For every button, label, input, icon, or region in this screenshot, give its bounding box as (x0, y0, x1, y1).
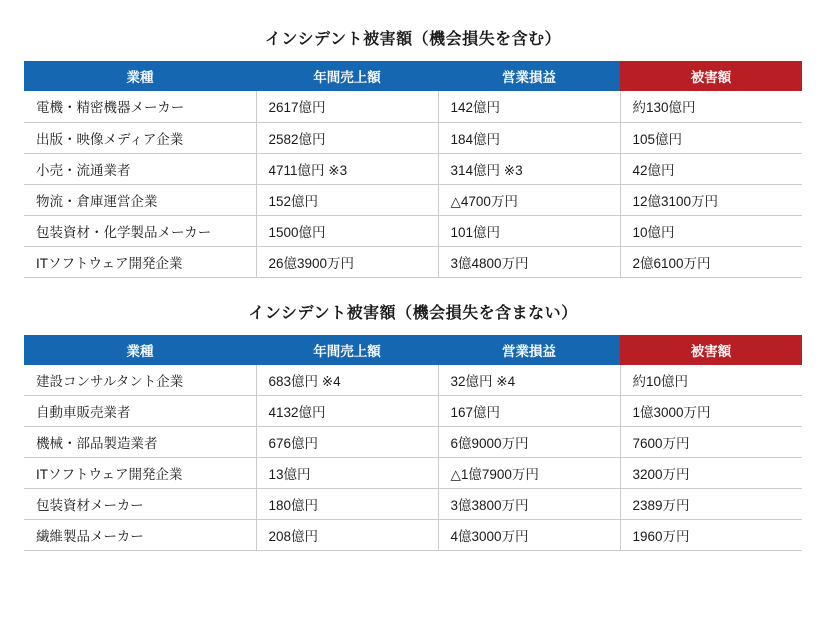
table-header-2 (24, 335, 802, 365)
cell-industry: 機械・部品製造業者 (24, 427, 256, 458)
table-row (24, 365, 802, 396)
cell-damage-amount: 1億3000万円 (620, 396, 802, 427)
section-title-1: インシデント被害額（機会損失を含む） (264, 31, 562, 48)
cell-operating-income: △1億7900万円 (438, 458, 620, 489)
cell-operating-income: 3億4800万円 (438, 246, 620, 277)
cell-industry: 電機・精密機器メーカー (24, 91, 256, 122)
cell-annual-revenue: 13億円 (256, 458, 438, 489)
section-without-opportunity-loss (0, 278, 826, 552)
cell-damage-amount: 約130億円 (620, 91, 802, 122)
cell-operating-income: △4700万円 (438, 184, 620, 215)
cell-operating-income: 6億9000万円 (438, 427, 620, 458)
header-row (24, 335, 802, 365)
table-row (24, 91, 802, 122)
cell-operating-income: 4億3000万円 (438, 520, 620, 551)
cell-operating-income: 32億円 ※4 (438, 365, 620, 396)
table-row (24, 153, 802, 184)
cell-damage-amount: 2389万円 (620, 489, 802, 520)
table-body-1 (24, 91, 802, 277)
column-header-industry: 業種 (24, 61, 256, 91)
cell-damage-amount: 1960万円 (620, 520, 802, 551)
cell-industry: ITソフトウェア開発企業 (24, 246, 256, 277)
cell-industry: 建設コンサルタント企業 (24, 365, 256, 396)
cell-annual-revenue: 676億円 (256, 427, 438, 458)
cell-operating-income: 142億円 (438, 91, 620, 122)
column-header-industry: 業種 (24, 335, 256, 365)
column-header-annual-revenue: 年間売上額 (256, 61, 438, 91)
cell-industry: 物流・倉庫運営企業 (24, 184, 256, 215)
table-header-1 (24, 61, 802, 91)
cell-industry: 自動車販売業者 (24, 396, 256, 427)
incident-damage-table-1 (24, 61, 802, 278)
cell-damage-amount: 2億6100万円 (620, 246, 802, 277)
table-row (24, 458, 802, 489)
cell-damage-amount: 約10億円 (620, 365, 802, 396)
cell-damage-amount: 105億円 (620, 122, 802, 153)
cell-annual-revenue: 180億円 (256, 489, 438, 520)
table-row (24, 396, 802, 427)
table-row (24, 427, 802, 458)
cell-industry: 小売・流通業者 (24, 153, 256, 184)
cell-industry: 包装資材・化学製品メーカー (24, 215, 256, 246)
table-row (24, 184, 802, 215)
cell-annual-revenue: 26億3900万円 (256, 246, 438, 277)
section-title-2: インシデント被害額（機会損失を含まない） (248, 304, 578, 322)
cell-operating-income: 184億円 (438, 122, 620, 153)
cell-operating-income: 3億3800万円 (438, 489, 620, 520)
column-header-damage-amount: 被害額 (620, 335, 802, 365)
cell-operating-income: 314億円 ※3 (438, 153, 620, 184)
cell-industry: 包装資材メーカー (24, 489, 256, 520)
cell-damage-amount: 3200万円 (620, 458, 802, 489)
section-with-opportunity-loss (0, 0, 826, 278)
table-row (24, 520, 802, 551)
cell-annual-revenue: 152億円 (256, 184, 438, 215)
cell-damage-amount: 7600万円 (620, 427, 802, 458)
column-header-operating-income: 営業損益 (438, 61, 620, 91)
cell-annual-revenue: 208億円 (256, 520, 438, 551)
table-row (24, 215, 802, 246)
column-header-annual-revenue: 年間売上額 (256, 335, 438, 365)
incident-damage-table-2 (24, 335, 802, 552)
cell-industry: 繊維製品メーカー (24, 520, 256, 551)
cell-damage-amount: 12億3100万円 (620, 184, 802, 215)
cell-annual-revenue: 2617億円 (256, 91, 438, 122)
column-header-damage-amount: 被害額 (620, 61, 802, 91)
cell-operating-income: 167億円 (438, 396, 620, 427)
cell-operating-income: 101億円 (438, 215, 620, 246)
cell-damage-amount: 10億円 (620, 215, 802, 246)
cell-damage-amount: 42億円 (620, 153, 802, 184)
table-body-2 (24, 365, 802, 551)
column-header-operating-income: 営業損益 (438, 335, 620, 365)
cell-industry: ITソフトウェア開発企業 (24, 458, 256, 489)
cell-annual-revenue: 4711億円 ※3 (256, 153, 438, 184)
cell-annual-revenue: 683億円 ※4 (256, 365, 438, 396)
cell-annual-revenue: 1500億円 (256, 215, 438, 246)
header-row (24, 61, 802, 91)
table-row (24, 122, 802, 153)
table-row (24, 246, 802, 277)
cell-annual-revenue: 2582億円 (256, 122, 438, 153)
cell-industry: 出版・映像メディア企業 (24, 122, 256, 153)
cell-annual-revenue: 4132億円 (256, 396, 438, 427)
table-row (24, 489, 802, 520)
